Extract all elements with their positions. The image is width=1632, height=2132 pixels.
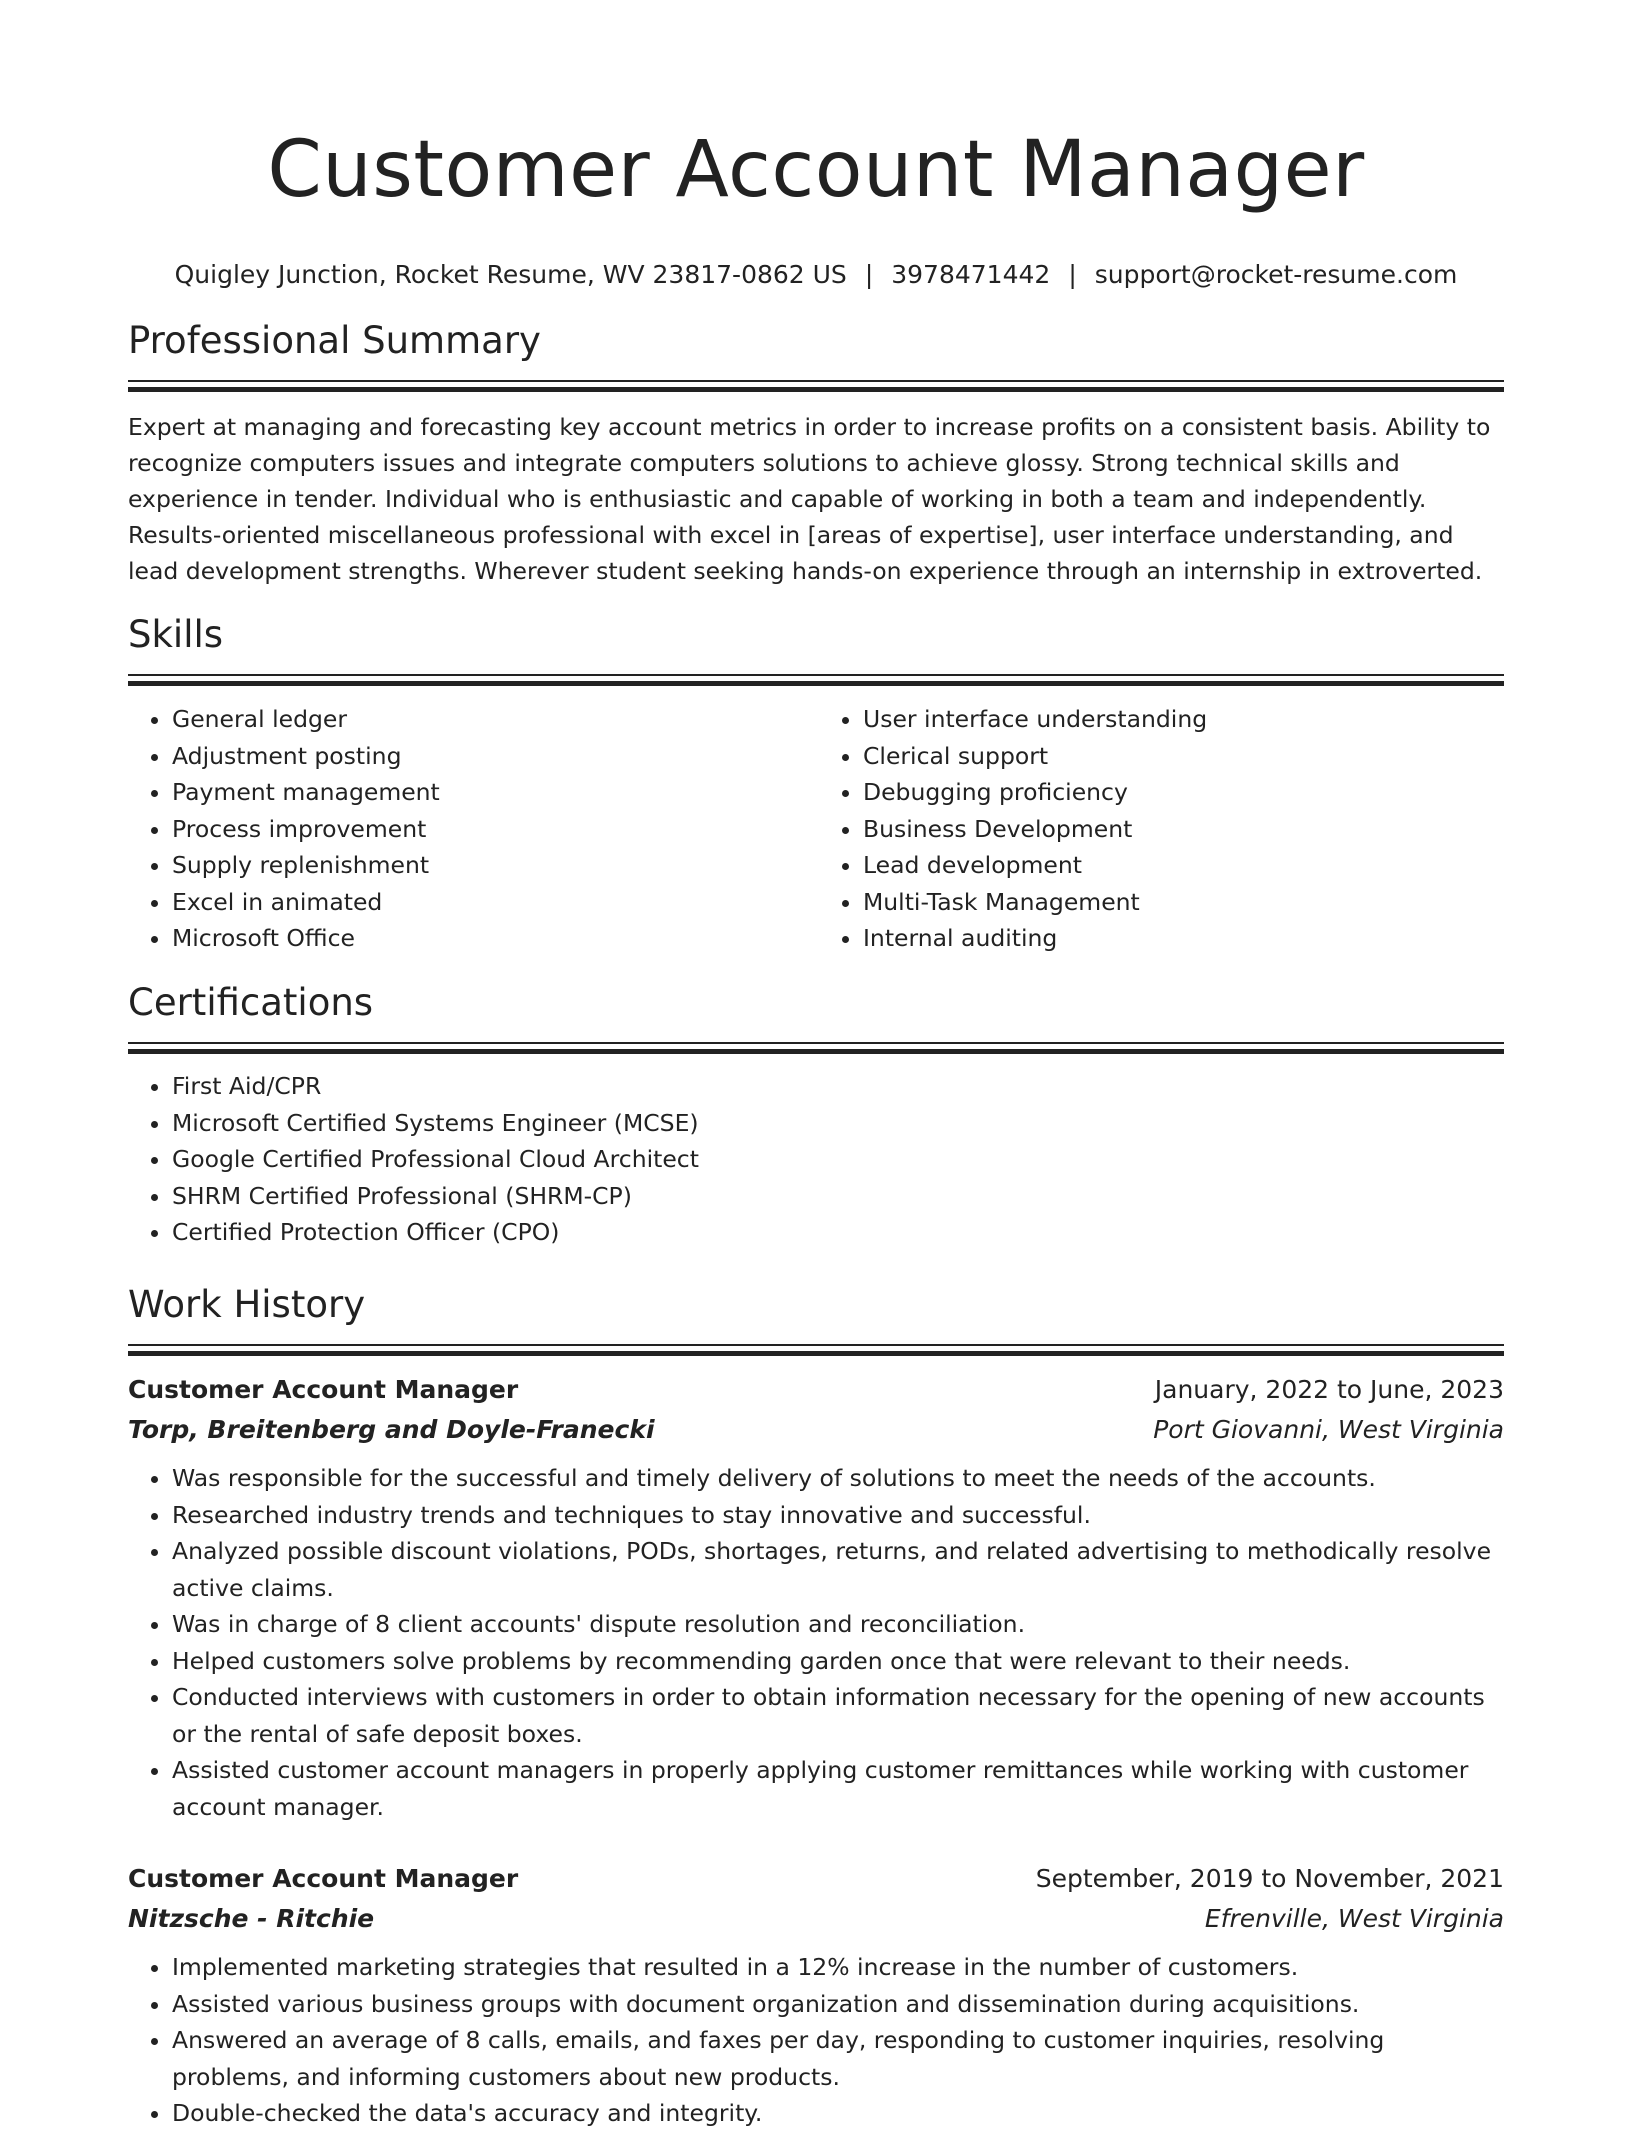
skill-item: • Microsoft Office [172,920,816,957]
section-title-certifications: Certifications [128,981,374,1024]
contact-separator: | [1068,260,1077,289]
section-divider-thick [128,1049,1504,1054]
skill-item: • Supply replenishment [172,847,816,884]
section-divider [128,1344,1504,1346]
job-bullet: • Was in charge of 8 client accounts' dispute resolution and reconciliation. [172,1606,1504,1643]
contact-email: support@rocket-resume.com [1094,260,1458,289]
contact-line [128,258,1504,292]
job-location: Port Giovanni, West Virginia [1153,1415,1504,1444]
skill-item: • User interface understanding [863,701,1504,738]
job-company: Nitzsche - Ritchie [128,1904,375,1933]
skill-item: • Debugging proficiency [863,774,1504,811]
job-bullet: • Researched industry trends and techniques to stay innovative and successful. [172,1497,1504,1534]
certification-item: • SHRM Certified Professional (SHRM-CP) [172,1178,1504,1215]
job-bullet: • Was responsible for the successful and timely delivery of solutions to meet the needs of the accounts. [172,1460,1504,1497]
skills-list-left [128,701,816,957]
job-title: Customer Account Manager [128,1864,519,1893]
job-header [128,1859,1504,1899]
job-bullet: • Analyzed possible discount violations, PODs, shortages, returns, and related advertising to methodically resolve active claims. [172,1533,1504,1606]
job-bullet: • Assisted various business groups with document organization and dissemination during acquisitions. [172,1986,1504,2023]
skill-item: • Payment management [172,774,816,811]
certification-item: • First Aid/CPR [172,1068,1504,1105]
skills-column-left [128,701,816,957]
job-entry [128,1859,1504,2132]
section-divider-thick [128,1351,1504,1356]
section-title-skills: Skills [128,613,224,656]
job-header [128,1370,1504,1410]
certification-item: • Microsoft Certified Systems Engineer (MCSE) [172,1105,1504,1142]
skills-section [128,610,1504,957]
job-dates: September, 2019 to November, 2021 [1035,1864,1504,1893]
section-divider [128,380,1504,382]
job-bullet: • Implemented marketing strategies that resulted in a 12% increase in the number of customers. [172,1949,1504,1986]
certification-item: • Google Certified Professional Cloud Architect [172,1141,1504,1178]
section-divider [128,1042,1504,1044]
skills-grid [128,701,1504,957]
job-bullets [128,1949,1504,2132]
certifications-list [128,1068,1504,1251]
job-bullets [128,1460,1504,1825]
summary-section [128,316,1504,589]
skill-item: • Internal auditing [863,920,1504,957]
job-subheader [128,1410,1504,1450]
section-divider-thick [128,681,1504,686]
skill-item: • Multi-Task Management [863,884,1504,921]
contact-separator: | [864,260,874,289]
certifications-section [128,978,1504,1251]
skill-item: • General ledger [172,701,816,738]
job-bullet: • Answered an average of 8 calls, emails, and faxes per day, responding to customer inquiries, resolving problems, and informing customers about new products. [172,2022,1504,2095]
section-divider-thick [128,387,1504,392]
job-company: Torp, Breitenberg and Doyle-Franecki [128,1415,655,1444]
skill-item: • Excel in animated [172,884,816,921]
job-title: Customer Account Manager [128,1375,519,1404]
job-bullet: • Conducted interviews with customers in order to obtain information necessary for the opening of new accounts or the rental of safe deposit boxes. [172,1679,1504,1752]
skills-column-right [816,701,1504,957]
skill-item: • Adjustment posting [172,738,816,775]
skills-list-right [816,701,1504,957]
skill-item: • Process improvement [172,811,816,848]
job-entry [128,1370,1504,1825]
work-history-section [128,1280,1504,2132]
certification-item: • Certified Protection Officer (CPO) [172,1214,1504,1251]
job-location: Efrenville, West Virginia [1204,1904,1504,1933]
skill-item: • Clerical support [863,738,1504,775]
job-bullet: • Assisted customer account managers in properly applying customer remittances while working with customer account manager. [172,1752,1504,1825]
job-bullet: • Helped customers solve problems by recommending garden once that were relevant to their needs. [172,1643,1504,1680]
skill-item: • Lead development [863,847,1504,884]
job-dates: January, 2022 to June, 2023 [1154,1375,1504,1404]
summary-text: Expert at managing and forecasting key account metrics in order to increase profits on a consistent basis. Ability to recognize computers issues and integrate computers solutions to achieve glossy. Strong technical skills and experience in tender. Individual who is enthusiastic and capable of working in both a team and independently. Results-oriented miscellaneous professional with excel in [areas of expertise], user interface understanding, and lead development strengths. Wherever student seeking hands-on experience through an internship in extroverted. [128,413,1491,585]
section-divider [128,674,1504,676]
section-title-work-history: Work History [128,1283,366,1326]
job-subheader [128,1899,1504,1939]
skill-item: • Business Development [863,811,1504,848]
section-title-summary: Professional Summary [128,319,541,362]
resume-name: Customer Account Manager [267,125,1365,215]
contact-address: Quigley Junction, Rocket Resume, WV 23817-0862 US [174,260,847,289]
job-bullet: • Double-checked the data's accuracy and integrity. [172,2095,1504,2132]
contact-phone: 3978471442 [891,260,1051,289]
